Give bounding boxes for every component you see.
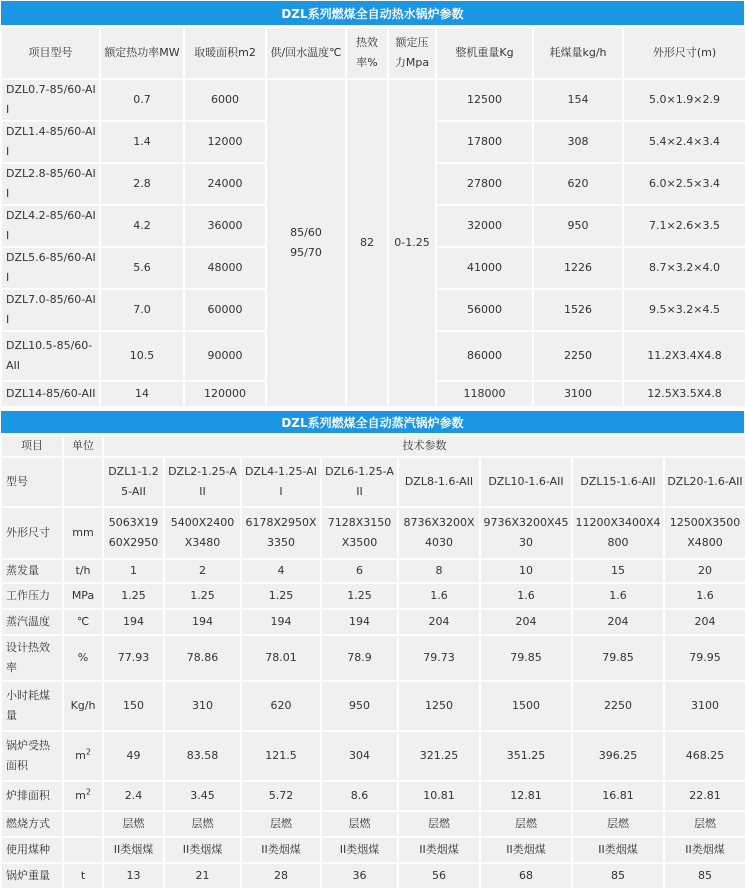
table-row <box>1 457 745 507</box>
value-cell: 1.25 <box>241 583 321 609</box>
value-cell: 1.6 <box>398 583 480 609</box>
unit-cell <box>63 457 103 507</box>
value-cell: 2.4 <box>103 781 164 811</box>
item-header: 项目 <box>1 435 63 457</box>
table-row <box>1 583 745 609</box>
row-label: 燃烧方式 <box>1 811 63 837</box>
model-cell: DZL5.6-85/60-AII <box>1 247 100 289</box>
value-cell: 11200X3400X4800 <box>572 507 664 559</box>
header-cell: 热效率% <box>346 27 388 79</box>
unit-cell <box>63 731 103 781</box>
value-cell: 56 <box>398 863 480 889</box>
model-cell: DZL7.0-85/60-AII <box>1 289 100 331</box>
value-cell: 6178X2950X3350 <box>241 507 321 559</box>
power-cell: 2.8 <box>100 163 184 205</box>
unit-cell <box>63 781 103 811</box>
coal-cell: 620 <box>533 163 623 205</box>
power-cell: 7.0 <box>100 289 184 331</box>
table-row <box>1 635 745 681</box>
size-cell: 5.0×1.9×2.9 <box>623 79 745 121</box>
unit-text: % <box>77 651 89 664</box>
value-cell: 78.9 <box>321 635 398 681</box>
value-cell: DZL15-1.6-AII <box>572 457 664 507</box>
value-cell: 204 <box>398 609 480 635</box>
value-cell: 层燃 <box>398 811 480 837</box>
weight-cell: 27800 <box>436 163 533 205</box>
value-cell: 85 <box>572 863 664 889</box>
value-cell: 8736X3200X4030 <box>398 507 480 559</box>
area-cell: 48000 <box>184 247 266 289</box>
power-cell: 10.5 <box>100 331 184 381</box>
value-cell: 20 <box>664 559 745 583</box>
unit-text: m <box>75 789 86 802</box>
value-cell: 12500X3500X4800 <box>664 507 745 559</box>
header-cell: 耗煤量kg/h <box>533 27 623 79</box>
tech-params-header: 技术参数 <box>103 435 745 457</box>
value-cell: 2250 <box>572 681 664 731</box>
header-cell: 取暖面积m2 <box>184 27 266 79</box>
value-cell: 468.25 <box>664 731 745 781</box>
value-cell: DZL4-1.25-AII <box>241 457 321 507</box>
pressure-cell: 0-1.25 <box>388 79 436 407</box>
value-cell: 83.58 <box>164 731 241 781</box>
value-cell: 2 <box>164 559 241 583</box>
table-row <box>1 781 745 811</box>
value-cell: 13 <box>103 863 164 889</box>
value-cell: 79.73 <box>398 635 480 681</box>
value-cell: 351.25 <box>480 731 572 781</box>
steam-table-title: DZL系列燃煤全自动蒸汽锅炉参数 <box>0 410 745 434</box>
weight-cell: 86000 <box>436 331 533 381</box>
unit-text: MPa <box>71 589 95 602</box>
value-cell: 3.45 <box>164 781 241 811</box>
row-label: 使用煤种 <box>1 837 63 863</box>
row-label: 工作压力 <box>1 583 63 609</box>
value-cell: DZL1-1.25-AII <box>103 457 164 507</box>
value-cell: 1.25 <box>103 583 164 609</box>
row-label: 炉排面积 <box>1 781 63 811</box>
value-cell: 36 <box>321 863 398 889</box>
value-cell: 620 <box>241 681 321 731</box>
value-cell: 22.81 <box>664 781 745 811</box>
size-cell: 12.5X3.5X4.8 <box>623 381 745 407</box>
row-label: 外形尺寸 <box>1 507 63 559</box>
coal-cell: 2250 <box>533 331 623 381</box>
unit-cell <box>63 681 103 731</box>
value-cell: DZL2-1.25-AII <box>164 457 241 507</box>
value-cell: 层燃 <box>164 811 241 837</box>
table-row <box>1 837 745 863</box>
table-row <box>1 863 745 889</box>
row-label: 蒸汽温度 <box>1 609 63 635</box>
area-cell: 24000 <box>184 163 266 205</box>
model-cell: DZL1.4-85/60-AII <box>1 121 100 163</box>
hot-water-table-title: DZL系列燃煤全自动热水锅炉参数 <box>0 0 745 26</box>
coal-cell: 154 <box>533 79 623 121</box>
value-cell: 15 <box>572 559 664 583</box>
unit-cell <box>63 635 103 681</box>
unit-text: m <box>75 749 86 762</box>
value-cell: 79.85 <box>572 635 664 681</box>
value-cell: 1.25 <box>321 583 398 609</box>
weight-cell: 32000 <box>436 205 533 247</box>
value-cell: 1.6 <box>480 583 572 609</box>
value-cell: 310 <box>164 681 241 731</box>
coal-cell: 950 <box>533 205 623 247</box>
value-cell: II类烟煤 <box>398 837 480 863</box>
model-cell: DZL4.2-85/60-AII <box>1 205 100 247</box>
value-cell: II类烟煤 <box>480 837 572 863</box>
unit-cell <box>63 811 103 837</box>
value-cell: 层燃 <box>572 811 664 837</box>
value-cell: 150 <box>103 681 164 731</box>
unit-text: Kg/h <box>70 699 96 712</box>
table-row <box>1 811 745 837</box>
header-cell: 外形尺寸(m) <box>623 27 745 79</box>
value-cell: 1500 <box>480 681 572 731</box>
value-cell: 204 <box>480 609 572 635</box>
header-cell: 供/回水温度℃ <box>266 27 346 79</box>
value-cell: II类烟煤 <box>572 837 664 863</box>
unit-text: mm <box>72 526 94 539</box>
value-cell: 10 <box>480 559 572 583</box>
weight-cell: 12500 <box>436 79 533 121</box>
table-row <box>1 681 745 731</box>
value-cell: 层燃 <box>241 811 321 837</box>
value-cell: DZL10-1.6-AII <box>480 457 572 507</box>
coal-cell: 3100 <box>533 381 623 407</box>
value-cell: 6 <box>321 559 398 583</box>
value-cell: 79.95 <box>664 635 745 681</box>
table-header-row <box>1 435 745 457</box>
efficiency-cell: 82 <box>346 79 388 407</box>
power-cell: 1.4 <box>100 121 184 163</box>
value-cell: 950 <box>321 681 398 731</box>
unit-text: ℃ <box>76 615 90 628</box>
unit-text: t/h <box>75 564 91 577</box>
unit-superscript: 2 <box>85 747 91 757</box>
value-cell: 79.85 <box>480 635 572 681</box>
header-cell: 额定压力Mpa <box>388 27 436 79</box>
value-cell: 8.6 <box>321 781 398 811</box>
unit-cell <box>63 863 103 889</box>
model-cell: DZL2.8-85/60-AII <box>1 163 100 205</box>
value-cell: 16.81 <box>572 781 664 811</box>
value-cell: 204 <box>572 609 664 635</box>
header-cell: 项目型号 <box>1 27 100 79</box>
area-cell: 36000 <box>184 205 266 247</box>
power-cell: 4.2 <box>100 205 184 247</box>
value-cell: II类烟煤 <box>664 837 745 863</box>
value-cell: 77.93 <box>103 635 164 681</box>
value-cell: DZL20-1.6-AII <box>664 457 745 507</box>
value-cell: DZL6-1.25-AII <box>321 457 398 507</box>
value-cell: II类烟煤 <box>164 837 241 863</box>
size-cell: 11.2X3.4X4.8 <box>623 331 745 381</box>
size-cell: 9.5×3.2×4.5 <box>623 289 745 331</box>
model-cell: DZL10.5-85/60-AII <box>1 331 100 381</box>
steam-boiler-table <box>0 434 745 890</box>
value-cell: II类烟煤 <box>321 837 398 863</box>
coal-cell: 308 <box>533 121 623 163</box>
value-cell: DZL8-1.6-AII <box>398 457 480 507</box>
power-cell: 14 <box>100 381 184 407</box>
size-cell: 7.1×2.6×3.5 <box>623 205 745 247</box>
temp-line-1: 85/60 <box>290 226 322 239</box>
unit-cell <box>63 609 103 635</box>
unit-text: t <box>80 869 86 882</box>
value-cell: 121.5 <box>241 731 321 781</box>
value-cell: 5.72 <box>241 781 321 811</box>
weight-cell: 118000 <box>436 381 533 407</box>
value-cell: 396.25 <box>572 731 664 781</box>
table-row <box>1 559 745 583</box>
value-cell: 层燃 <box>664 811 745 837</box>
value-cell: 10.81 <box>398 781 480 811</box>
value-cell: 1.6 <box>664 583 745 609</box>
row-label: 设计热效率 <box>1 635 63 681</box>
value-cell: 68 <box>480 863 572 889</box>
unit-cell <box>63 583 103 609</box>
row-label: 型号 <box>1 457 63 507</box>
power-cell: 0.7 <box>100 79 184 121</box>
row-label: 锅炉受热面积 <box>1 731 63 781</box>
table-row <box>1 731 745 781</box>
value-cell: 1 <box>103 559 164 583</box>
area-cell: 120000 <box>184 381 266 407</box>
unit-header: 单位 <box>63 435 103 457</box>
value-cell: 9736X3200X4530 <box>480 507 572 559</box>
value-cell: 层燃 <box>103 811 164 837</box>
value-cell: 层燃 <box>480 811 572 837</box>
hot-water-boiler-table <box>0 26 745 408</box>
table-row <box>1 79 745 121</box>
temp-line-2: 95/70 <box>290 246 322 259</box>
value-cell: 78.86 <box>164 635 241 681</box>
value-cell: 1250 <box>398 681 480 731</box>
unit-superscript: 2 <box>85 787 91 797</box>
temp-cell <box>266 79 346 407</box>
value-cell: 12.81 <box>480 781 572 811</box>
size-cell: 6.0×2.5×3.4 <box>623 163 745 205</box>
size-cell: 8.7×3.2×4.0 <box>623 247 745 289</box>
area-cell: 90000 <box>184 331 266 381</box>
value-cell: 85 <box>664 863 745 889</box>
weight-cell: 56000 <box>436 289 533 331</box>
value-cell: 21 <box>164 863 241 889</box>
table-row <box>1 507 745 559</box>
value-cell: 4 <box>241 559 321 583</box>
header-cell: 整机重量Kg <box>436 27 533 79</box>
header-cell: 额定热功率MW <box>100 27 184 79</box>
value-cell: 194 <box>103 609 164 635</box>
row-label: 小时耗煤量 <box>1 681 63 731</box>
value-cell: 321.25 <box>398 731 480 781</box>
area-cell: 12000 <box>184 121 266 163</box>
size-cell: 5.4×2.4×3.4 <box>623 121 745 163</box>
value-cell: 304 <box>321 731 398 781</box>
value-cell: 78.01 <box>241 635 321 681</box>
value-cell: II类烟煤 <box>241 837 321 863</box>
area-cell: 6000 <box>184 79 266 121</box>
unit-cell <box>63 507 103 559</box>
value-cell: 194 <box>321 609 398 635</box>
model-cell: DZL14-85/60-AII <box>1 381 100 407</box>
weight-cell: 41000 <box>436 247 533 289</box>
unit-cell <box>63 837 103 863</box>
table-header-row <box>1 27 745 79</box>
coal-cell: 1526 <box>533 289 623 331</box>
value-cell: 204 <box>664 609 745 635</box>
model-cell: DZL0.7-85/60-AII <box>1 79 100 121</box>
value-cell: 194 <box>164 609 241 635</box>
value-cell: 8 <box>398 559 480 583</box>
weight-cell: 17800 <box>436 121 533 163</box>
value-cell: II类烟煤 <box>103 837 164 863</box>
row-label: 锅炉重量 <box>1 863 63 889</box>
value-cell: 1.25 <box>164 583 241 609</box>
value-cell: 194 <box>241 609 321 635</box>
table-row <box>1 609 745 635</box>
value-cell: 5063X1960X2950 <box>103 507 164 559</box>
value-cell: 28 <box>241 863 321 889</box>
unit-cell <box>63 559 103 583</box>
area-cell: 60000 <box>184 289 266 331</box>
power-cell: 5.6 <box>100 247 184 289</box>
coal-cell: 1226 <box>533 247 623 289</box>
value-cell: 5400X2400X3480 <box>164 507 241 559</box>
row-label: 蒸发量 <box>1 559 63 583</box>
value-cell: 3100 <box>664 681 745 731</box>
value-cell: 层燃 <box>321 811 398 837</box>
value-cell: 1.6 <box>572 583 664 609</box>
value-cell: 49 <box>103 731 164 781</box>
value-cell: 7128X3150X3500 <box>321 507 398 559</box>
